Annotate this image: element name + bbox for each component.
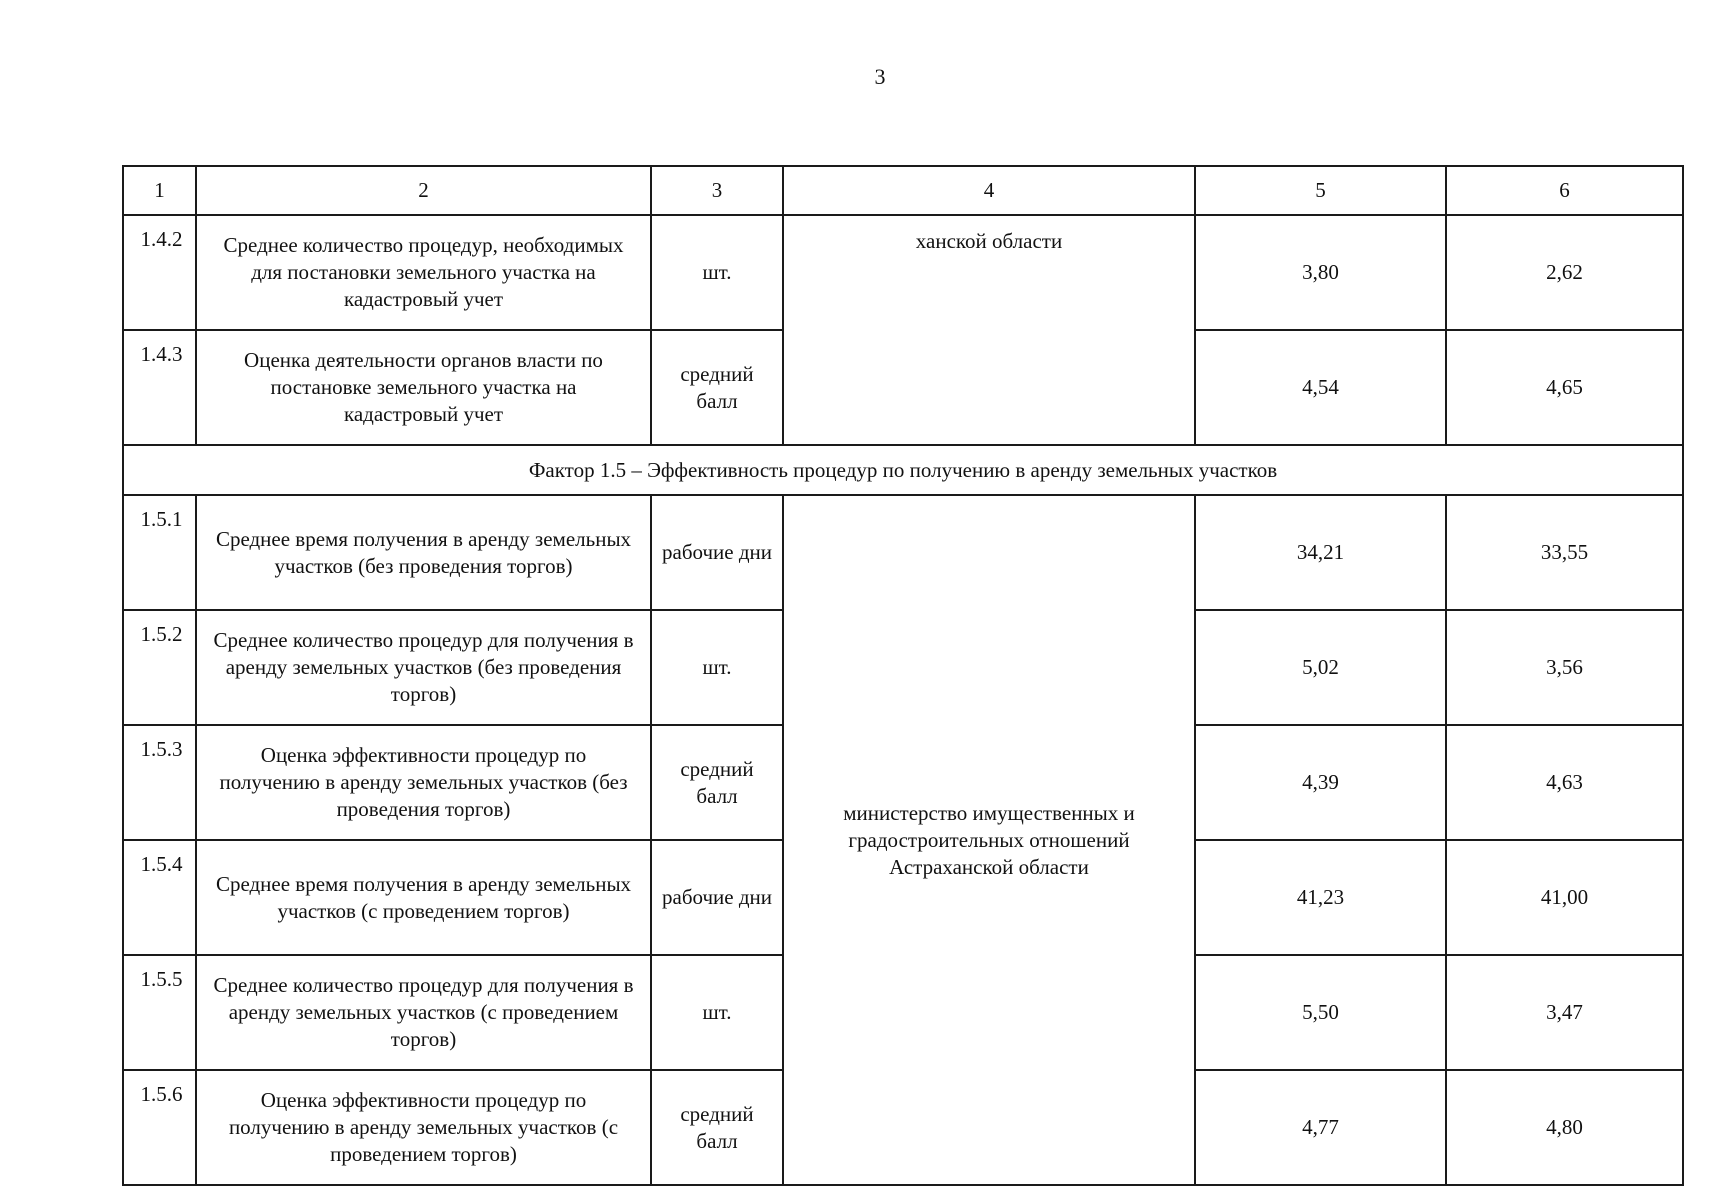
column-number: 2 — [196, 166, 651, 215]
value-col-5: 4,77 — [1195, 1070, 1446, 1185]
value-col-6: 4,63 — [1446, 725, 1683, 840]
indicator-number: 1.4.2 — [123, 215, 196, 330]
indicator-unit: шт. — [651, 610, 783, 725]
value-col-6: 4,80 — [1446, 1070, 1683, 1185]
indicator-number: 1.5.4 — [123, 840, 196, 955]
value-col-5: 3,80 — [1195, 215, 1446, 330]
factor-heading-row — [123, 445, 1683, 495]
value-col-6: 41,00 — [1446, 840, 1683, 955]
value-col-5: 41,23 — [1195, 840, 1446, 955]
value-col-5: 5,02 — [1195, 610, 1446, 725]
indicator-unit: рабочие дни — [651, 840, 783, 955]
value-col-5: 4,39 — [1195, 725, 1446, 840]
indicator-unit: средний балл — [651, 330, 783, 445]
value-col-6: 3,47 — [1446, 955, 1683, 1070]
indicator-name: Оценка эффективности процедур по получению в аренду земельных участков (с проведением торгов) — [196, 1070, 651, 1185]
column-number: 4 — [783, 166, 1195, 215]
indicator-name: Среднее количество процедур для получения в аренду земельных участков (с проведением торгов) — [196, 955, 651, 1070]
page-number: 3 — [874, 64, 886, 89]
indicator-name: Среднее время получения в аренду земельных участков (без проведения торгов) — [196, 495, 651, 610]
indicators-table — [122, 165, 1684, 1186]
indicator-number: 1.5.6 — [123, 1070, 196, 1185]
indicator-name: Среднее время получения в аренду земельных участков (с проведением торгов) — [196, 840, 651, 955]
indicator-name: Оценка деятельности органов власти по постановке земельного участка на кадастровый учет — [196, 330, 651, 445]
value-col-6: 4,65 — [1446, 330, 1683, 445]
value-col-5: 34,21 — [1195, 495, 1446, 610]
table-row — [123, 215, 1683, 330]
responsible-body: ханской области — [783, 215, 1195, 445]
indicator-unit: рабочие дни — [651, 495, 783, 610]
indicator-unit: средний балл — [651, 725, 783, 840]
column-number: 6 — [1446, 166, 1683, 215]
indicator-number: 1.4.3 — [123, 330, 196, 445]
value-col-5: 5,50 — [1195, 955, 1446, 1070]
indicator-name: Среднее количество процедур, необходимых для постановки земельного участка на кадастровый учет — [196, 215, 651, 330]
indicator-unit: шт. — [651, 955, 783, 1070]
indicator-number: 1.5.2 — [123, 610, 196, 725]
factor-title: Фактор 1.5 – Эффективность процедур по получению в аренду земельных участков — [123, 445, 1683, 495]
value-col-6: 3,56 — [1446, 610, 1683, 725]
table-row — [123, 495, 1683, 610]
indicator-name: Среднее количество процедур для получения в аренду земельных участков (без проведения торгов) — [196, 610, 651, 725]
indicator-number: 1.5.3 — [123, 725, 196, 840]
value-col-6: 2,62 — [1446, 215, 1683, 330]
value-col-6: 33,55 — [1446, 495, 1683, 610]
indicator-unit: шт. — [651, 215, 783, 330]
column-number: 1 — [123, 166, 196, 215]
value-col-5: 4,54 — [1195, 330, 1446, 445]
column-number: 3 — [651, 166, 783, 215]
responsible-body: министерство имущественных и градостроительных отношений Астраханской области — [783, 495, 1195, 1185]
indicator-name: Оценка эффективности процедур по получению в аренду земельных участков (без проведения торгов) — [196, 725, 651, 840]
indicator-number: 1.5.5 — [123, 955, 196, 1070]
column-number: 5 — [1195, 166, 1446, 215]
indicator-unit: средний балл — [651, 1070, 783, 1185]
indicator-number: 1.5.1 — [123, 495, 196, 610]
column-number-row — [123, 166, 1683, 215]
